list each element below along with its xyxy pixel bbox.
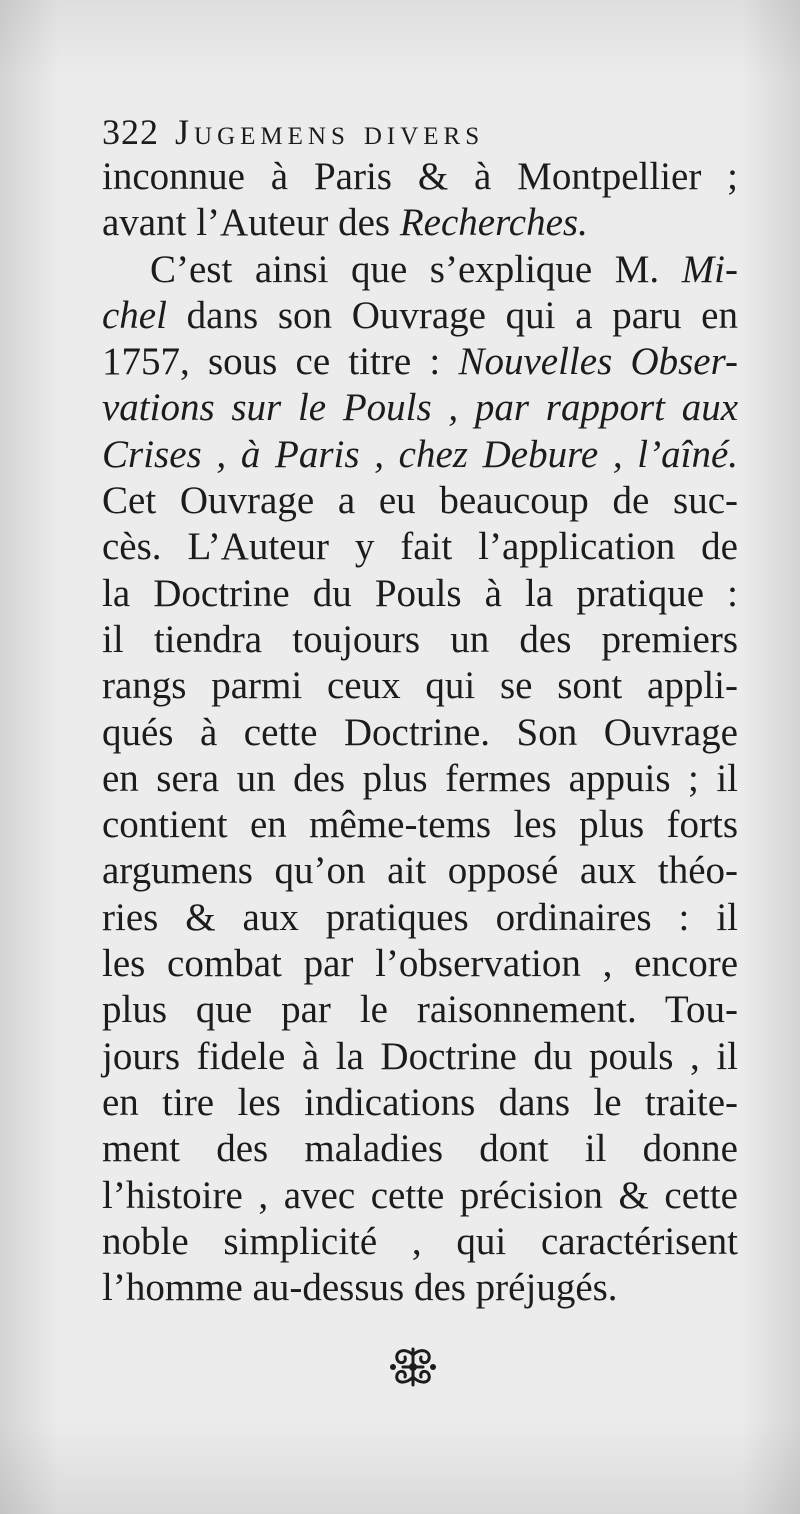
text-line [102, 802, 738, 848]
text-line [102, 154, 738, 200]
fleuron-ornament-icon [387, 1343, 439, 1391]
text-line [102, 1034, 738, 1080]
text-line [102, 756, 738, 802]
running-head [102, 108, 742, 156]
italic-text: vations sur le Pouls , par rapport aux [102, 386, 738, 430]
text-line [102, 1173, 738, 1219]
text-line [102, 478, 738, 524]
text-run: avant l’Auteur des [102, 201, 400, 245]
text-line [102, 1126, 738, 1172]
text-line [102, 200, 738, 246]
text-run: ries & aux pratiques ordinaires : il [102, 895, 738, 939]
text-line [102, 1219, 738, 1265]
text-run: noble simplicité , qui caractérisent [102, 1219, 738, 1263]
running-title: Jugemens divers [175, 112, 485, 152]
italic-text: Recherches. [399, 201, 588, 245]
text-line [102, 571, 738, 617]
text-run: inconnue à Paris & à Montpellier ; [102, 155, 738, 198]
text-run: jours fidele à la Doctrine du pouls , il [102, 1034, 738, 1078]
text-run: les combat par l’observation , encore [102, 942, 738, 986]
text-run: la Doctrine du Pouls à la pratique : [102, 571, 738, 615]
text-run: cès. L’Auteur y fait l’application de [102, 525, 738, 569]
text-run: ment des maladies dont il donne [102, 1127, 738, 1171]
text-line [102, 1080, 738, 1126]
page-number: 322 [102, 112, 159, 152]
text-line [102, 247, 738, 293]
italic-text: Crises , à Paris , chez Debure , l’aîné. [102, 432, 738, 476]
text-run: en sera un des plus fermes appuis ; il [102, 756, 738, 800]
text-line [102, 385, 738, 431]
text-line [102, 848, 738, 894]
text-line [102, 432, 738, 478]
italic-text: Nouvelles Obser- [458, 340, 738, 384]
text-line [102, 617, 738, 663]
text-run: en tire les indications dans le traite- [102, 1080, 738, 1124]
text-line [102, 710, 738, 756]
italic-text: Mi- [681, 247, 738, 291]
text-run: l’histoire , avec cette précision & cette [102, 1173, 738, 1217]
text-run: qués à cette Doctrine. Son Ouvrage [102, 710, 738, 754]
body-text [102, 154, 738, 1311]
text-run: rangs parmi ceux qui se sont appli- [102, 664, 738, 708]
text-line [102, 663, 738, 709]
text-run: argumens qu’on ait opposé aux théo- [102, 849, 738, 893]
text-run: contient en même-tems les plus forts [102, 803, 738, 847]
text-run: l’homme au-dessus des préjugés. [102, 1266, 618, 1310]
text-run: 1757, sous ce titre : [102, 340, 459, 384]
text-run: Cet Ouvrage a eu beaucoup de suc- [102, 479, 738, 523]
text-line [102, 339, 738, 385]
text-line [102, 1265, 738, 1311]
italic-text: chel [102, 293, 167, 337]
text-line [102, 293, 738, 339]
text-line [102, 524, 738, 570]
text-line [102, 895, 738, 941]
text-run: plus que par le raisonnement. Tou- [102, 988, 738, 1032]
text-run: dans son Ouvrage qui a paru en [166, 293, 738, 337]
text-run: il tiendra toujours un des premiers [102, 617, 738, 661]
text-line [102, 987, 738, 1033]
text-line [102, 941, 738, 987]
text-run: C’est ainsi que s’explique M. [150, 247, 682, 291]
